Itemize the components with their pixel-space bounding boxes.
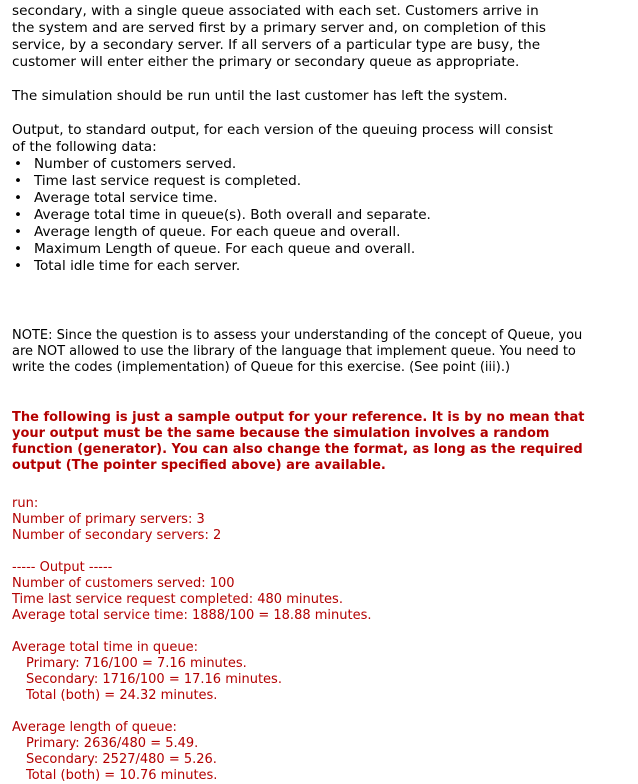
text-line: service, by a secondary server. If all servers of a particular type are busy, the <box>12 37 541 53</box>
list-item: • Average total service time. <box>12 190 608 207</box>
list-item: • Time last service request is completed. <box>12 173 608 190</box>
list-item: • Average length of queue. For each queue and overall. <box>12 224 608 241</box>
text-line: customer will enter either the primary or secondary queue as appropriate. <box>12 54 520 70</box>
list-item: • Average total time in queue(s). Both overall and separate. <box>12 207 608 224</box>
text-line: NOTE: Since the question is to assess your understanding of the concept of Queue, you <box>12 328 583 343</box>
sample-output <box>12 496 608 784</box>
intro-paragraph <box>12 3 608 71</box>
text-line: the system and are served first by a primary server and, on completion of this <box>12 20 546 36</box>
queue-time-primary: Primary: 716/100 = 7.16 minutes. <box>26 656 247 671</box>
queue-length-title: Average length of queue: <box>12 720 177 735</box>
avg-service-line: Average total service time: 1888/100 = 18.88 minutes. <box>12 608 372 623</box>
list-item: • Number of customers served. <box>12 156 608 173</box>
sample-output-notice <box>12 410 608 474</box>
text-line: Output, to standard output, for each version of the queuing process will consist <box>12 122 553 138</box>
text-line: output (The pointer specified above) are available. <box>12 458 386 473</box>
text-line: secondary, with a single queue associated with each set. Customers arrive in <box>12 3 539 19</box>
note-paragraph <box>12 328 608 376</box>
queue-time-total: Total (both) = 24.32 minutes. <box>26 688 218 703</box>
text-line: of the following data: <box>12 139 157 155</box>
text-line: are NOT allowed to use the library of the language that implement queue. You need to <box>12 344 576 359</box>
queue-length-primary: Primary: 2636/480 = 5.49. <box>26 736 199 751</box>
output-description <box>12 122 608 156</box>
queue-length-secondary: Secondary: 2527/480 = 5.26. <box>26 752 217 767</box>
time-last-line: Time last service request completed: 480 minutes. <box>12 592 343 607</box>
list-item: • Total idle time for each server. <box>12 258 608 275</box>
queue-time-title: Average total time in queue: <box>12 640 198 655</box>
text-line: write the codes (implementation) of Queue for this exercise. (See point (iii).) <box>12 360 511 375</box>
list-item: • Maximum Length of queue. For each queue and overall. <box>12 241 608 258</box>
queue-length-total: Total (both) = 10.76 minutes. <box>26 768 218 783</box>
output-requirements-list <box>12 156 608 275</box>
run-label: run: <box>12 496 39 511</box>
output-header: ----- Output ----- <box>12 560 113 575</box>
queue-time-secondary: Secondary: 1716/100 = 17.16 minutes. <box>26 672 282 687</box>
secondary-servers-line: Number of secondary servers: 2 <box>12 528 222 543</box>
text-line: your output must be the same because the simulation involves a random <box>12 426 550 441</box>
customers-served-line: Number of customers served: 100 <box>12 576 235 591</box>
simulation-paragraph: The simulation should be run until the last customer has left the system. <box>12 88 508 104</box>
primary-servers-line: Number of primary servers: 3 <box>12 512 205 527</box>
text-line: function (generator). You can also change the format, as long as the required <box>12 442 583 457</box>
text-line: The following is just a sample output for your reference. It is by no mean that <box>12 410 585 425</box>
